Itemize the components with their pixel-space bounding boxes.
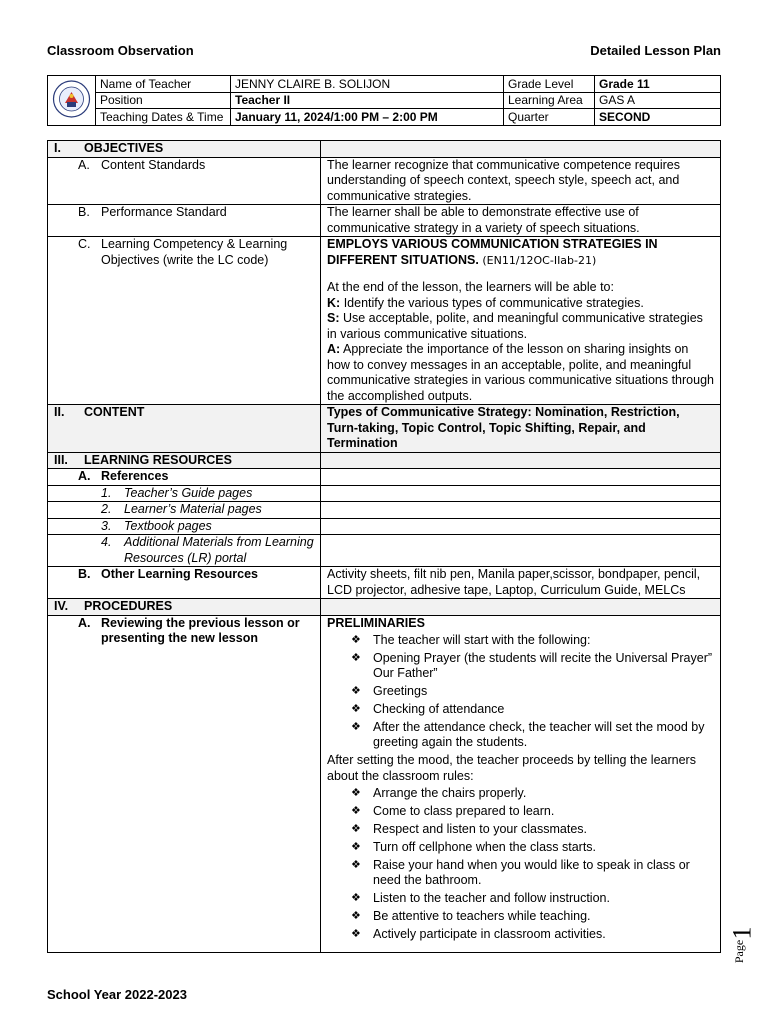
item-marker: 4. (101, 535, 112, 549)
diamond-bullet-icon: ❖ (351, 805, 361, 817)
bullet-text: Arrange the chairs properly. (373, 786, 527, 800)
position-value: Teacher II (231, 92, 504, 109)
preliminaries-heading: PRELIMINARIES (327, 615, 425, 630)
diamond-bullet-icon: ❖ (351, 823, 361, 835)
bullet-text: Be attentive to teachers while teaching. (373, 909, 591, 923)
content-text: Types of Communicative Strategy: Nomination, Restriction, Turn-taking, Topic Control, Topic Shifting, Repair, and Termination (321, 405, 721, 453)
content-standards-label: Content Standards (101, 157, 206, 172)
section-number: IV. (54, 599, 69, 613)
teachers-guide-label: Teacher’s Guide pages (124, 485, 253, 500)
name-value: JENNY CLAIRE B. SOLIJON (231, 76, 504, 93)
attitude-objective: Appreciate the importance of the lesson on sharing insights on how to convey messages in an acceptable, polite, and meaningful communicative strategies in various communicative situations through the accomplished outputs. (327, 342, 714, 403)
bullet-item (351, 804, 714, 819)
attitude-marker: A: (327, 342, 341, 356)
section-number: III. (54, 452, 68, 467)
learning-competency-label: Learning Competency & Learning Objectives (write the LC code) (101, 237, 288, 267)
objectives-heading-row (48, 141, 721, 158)
bullet-text: Raise your hand when you would like to speak in class or need the bathroom. (373, 858, 690, 887)
learners-material-label: Learner’s Material pages (124, 502, 262, 516)
section-number: II. (54, 405, 65, 419)
procedures-heading-row (48, 599, 721, 616)
bullet-text: Come to class prepared to learn. (373, 804, 555, 818)
reference-item-row (48, 518, 721, 535)
textbook-pages-label: Textbook pages (124, 518, 212, 533)
name-label: Name of Teacher (96, 76, 231, 93)
bullet-item (351, 909, 714, 924)
bullet-item (351, 702, 714, 717)
learning-competency-row (48, 237, 721, 405)
bullet-item (351, 840, 714, 855)
item-marker: A. (78, 157, 90, 172)
grade-label: Grade Level (504, 76, 595, 93)
section-number: I. (54, 141, 61, 155)
deped-seal-icon (48, 76, 95, 122)
item-marker: 2. (101, 502, 112, 516)
performance-standard-text: The learner shall be able to demonstrate effective use of communicative strategy in a variety of speech situations. (321, 205, 721, 237)
logo-cell (48, 76, 96, 126)
bullet-item (351, 858, 714, 888)
lesson-plan-table (47, 140, 721, 953)
section-title: PROCEDURES (84, 599, 173, 613)
resources-heading-row (48, 452, 721, 469)
bullet-text: Checking of attendance (373, 702, 505, 716)
item-marker: A. (78, 615, 91, 630)
competency-code: (EN11/12OC-IIab-21) (482, 253, 597, 267)
bullet-text: Listen to the teacher and follow instruction. (373, 891, 610, 905)
bullet-item (351, 651, 714, 681)
reviewing-lesson-label: Reviewing the previous lesson or presenting the new lesson (101, 615, 300, 645)
performance-standard-label: Performance Standard (101, 205, 227, 219)
preliminaries-list (327, 633, 714, 750)
bullet-text: After the attendance check, the teacher will set the mood by greeting again the students. (373, 720, 705, 749)
school-year-footer: School Year 2022-2023 (47, 987, 187, 1002)
bullet-item (351, 822, 714, 837)
rules-intro: After setting the mood, the teacher proceeds by telling the learners about the classroom rules: (327, 753, 696, 783)
references-row (48, 469, 721, 486)
bullet-text: Respect and listen to your classmates. (373, 822, 587, 836)
item-marker: C. (78, 237, 91, 251)
item-marker: B. (78, 205, 90, 219)
bullet-text: Greetings (373, 684, 428, 698)
diamond-bullet-icon: ❖ (351, 652, 361, 664)
content-standards-row (48, 157, 721, 205)
diamond-bullet-icon: ❖ (351, 634, 361, 646)
knowledge-marker: K: (327, 295, 341, 310)
quarter-value: SECOND (595, 109, 721, 126)
other-resources-text: Activity sheets, filt nib pen, Manila paper,scissor, bondpaper, pencil, LCD projector, adhesive tape, Laptop, Curriculum Guide, MELCs (321, 567, 721, 599)
dates-value: January 11, 2024/1:00 PM – 2:00 PM (231, 109, 504, 126)
bullet-text: Actively participate in classroom activities. (373, 927, 606, 941)
diamond-bullet-icon: ❖ (351, 859, 361, 871)
section-title: CONTENT (84, 405, 145, 419)
page-word: Page (732, 939, 747, 964)
diamond-bullet-icon: ❖ (351, 910, 361, 922)
diamond-bullet-icon: ❖ (351, 928, 361, 940)
item-marker: 1. (101, 485, 112, 500)
item-marker: 3. (101, 518, 112, 533)
objectives-intro: At the end of the lesson, the learners will be able to: (327, 280, 614, 294)
section-title: OBJECTIVES (84, 141, 164, 155)
competency-title: EMPLOYS VARIOUS COMMUNICATION STRATEGIES IN DIFFERENT SITUATIONS. (327, 237, 658, 267)
area-label: Learning Area (504, 92, 595, 109)
reference-item-row (48, 485, 721, 502)
bullet-item (351, 927, 714, 942)
bullet-item (351, 891, 714, 906)
preliminaries-cell (321, 615, 721, 952)
page-number-marker (727, 920, 760, 968)
reviewing-lesson-row (48, 615, 721, 952)
content-standards-text: The learner recognize that communicative competence requires understanding of speech context, speech style, speech act, and communicative strategies. (321, 157, 721, 205)
diamond-bullet-icon: ❖ (351, 841, 361, 853)
item-marker: B. (78, 567, 91, 581)
classroom-rules-list (327, 786, 714, 942)
reference-item-row (48, 502, 721, 519)
bullet-text: Turn off cellphone when the class starts. (373, 840, 597, 854)
diamond-bullet-icon: ❖ (351, 703, 361, 715)
references-label: References (101, 469, 169, 483)
teacher-info-table (47, 75, 721, 126)
dates-label: Teaching Dates & Time (96, 109, 231, 126)
quarter-label: Quarter (504, 109, 595, 126)
other-resources-row (48, 567, 721, 599)
bullet-item (351, 684, 714, 699)
bullet-text: The teacher will start with the following: (373, 633, 591, 647)
diamond-bullet-icon: ❖ (351, 721, 361, 733)
skill-marker: S: (327, 311, 340, 325)
section-title: LEARNING RESOURCES (84, 452, 232, 467)
position-label: Position (96, 92, 231, 109)
other-resources-label: Other Learning Resources (101, 567, 258, 581)
bullet-item (351, 720, 714, 750)
item-marker: A. (78, 469, 91, 483)
performance-standard-row (48, 205, 721, 237)
diamond-bullet-icon: ❖ (351, 892, 361, 904)
document-title-left: Classroom Observation (47, 43, 194, 58)
learning-competency-cell (321, 237, 721, 405)
additional-materials-label: Additional Materials from Learning Resources (LR) portal (124, 535, 314, 565)
page-number: 1 (727, 926, 757, 940)
diamond-bullet-icon: ❖ (351, 685, 361, 697)
document-title-right: Detailed Lesson Plan (590, 43, 721, 58)
grade-value: Grade 11 (595, 76, 721, 93)
reference-item-row (48, 535, 721, 567)
area-value: GAS A (595, 92, 721, 109)
bullet-text: Opening Prayer (the students will recite the Universal Prayer” Our Father” (373, 651, 713, 680)
content-row (48, 405, 721, 453)
knowledge-objective: Identify the various types of communicative strategies. (343, 295, 644, 310)
bullet-item (351, 786, 714, 801)
skill-objective: Use acceptable, polite, and meaningful communicative strategies in various communicative situations. (327, 311, 703, 341)
diamond-bullet-icon: ❖ (351, 787, 361, 799)
bullet-item (351, 633, 714, 648)
